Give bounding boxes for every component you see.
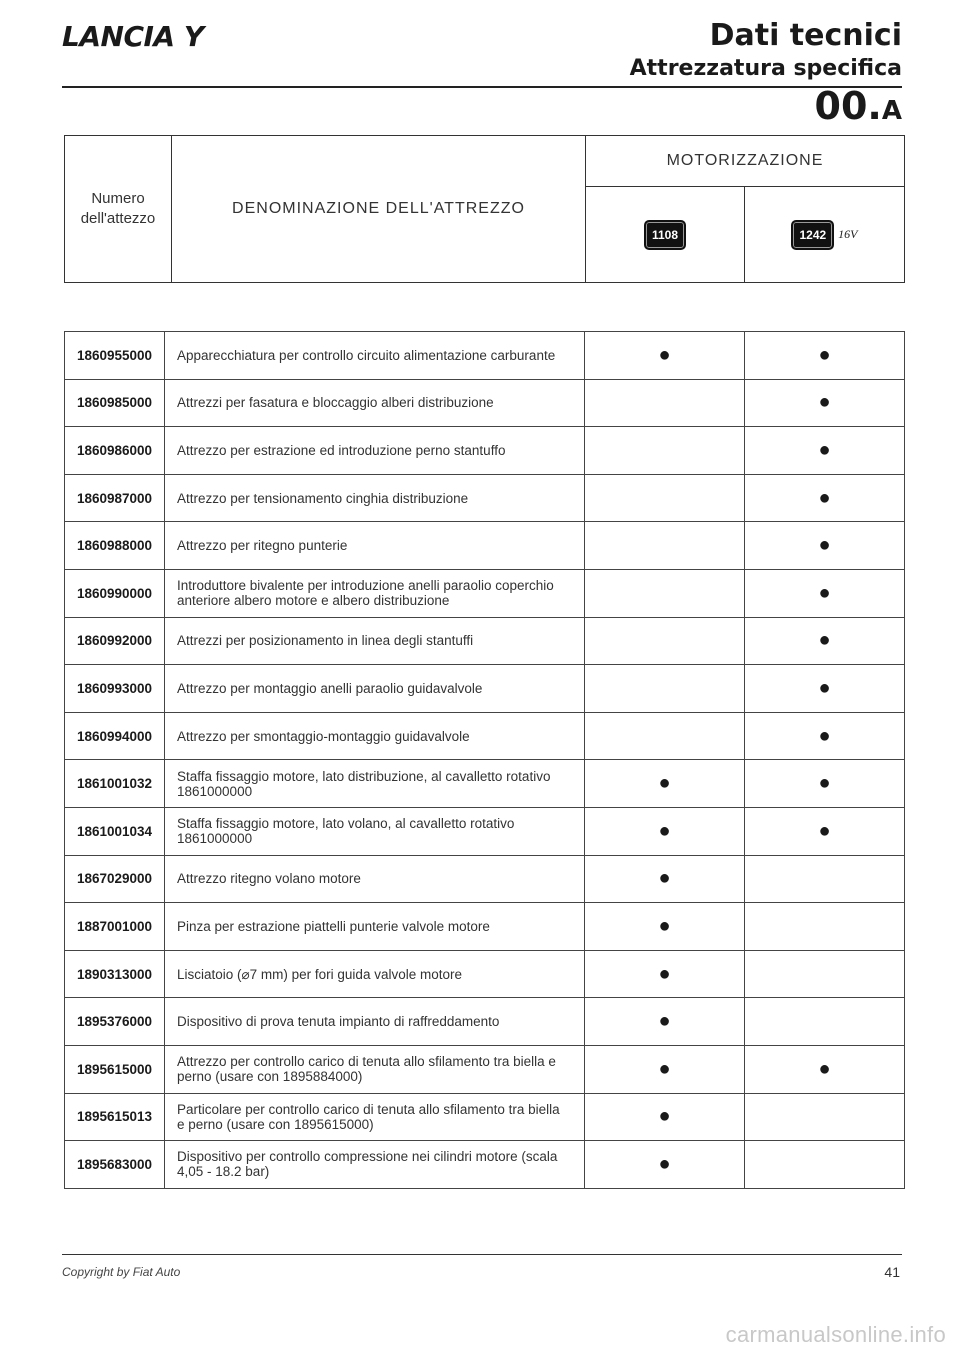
tool-number: 1860993000 (65, 665, 165, 713)
engine-icon-1242 (791, 220, 857, 250)
page-number: 41 (884, 1264, 900, 1280)
cell-1108 (585, 1045, 745, 1093)
cell-1108 (585, 569, 745, 617)
tool-number: 1860985000 (65, 379, 165, 427)
watermark: carmanualsonline.info (725, 1322, 946, 1347)
header-rule (62, 86, 902, 88)
cell-1242 (745, 379, 905, 427)
cell-1242 (745, 474, 905, 522)
bullet-icon: ● (818, 629, 831, 652)
cell-1108 (585, 712, 745, 760)
bullet-icon: ● (658, 1010, 671, 1033)
tool-name: Attrezzi per posizionamento in linea degli stantuffi (165, 617, 585, 665)
engine-code: 1108 (644, 220, 686, 250)
table-row (65, 379, 905, 427)
cell-1242 (745, 712, 905, 760)
tool-number: 1895683000 (65, 1141, 165, 1189)
cell-1108 (585, 665, 745, 713)
cell-1108 (585, 522, 745, 570)
tool-number: 1895615000 (65, 1045, 165, 1093)
copyright: Copyright by Fiat Auto (62, 1265, 181, 1279)
header-denominazione: DENOMINAZIONE DELL'ATTREZZO (172, 136, 586, 283)
table-row (65, 617, 905, 665)
table-row (65, 665, 905, 713)
table-row (65, 474, 905, 522)
bullet-icon: ● (658, 914, 671, 937)
bullet-icon: ● (658, 772, 671, 795)
engine-code: 1242 (791, 220, 834, 250)
cell-1108 (585, 903, 745, 951)
bullet-icon: ● (818, 486, 831, 509)
tool-name: Staffa fissaggio motore, lato distribuzione, al cavalletto rotativo 1861000000 (165, 760, 585, 808)
brand-title: LANCIA Y (62, 20, 204, 53)
table-row (65, 569, 905, 617)
cell-1242 (745, 569, 905, 617)
tool-number: 1861001034 (65, 807, 165, 855)
tool-number: 1895615013 (65, 1093, 165, 1141)
tool-number: 1860986000 (65, 427, 165, 475)
tools-table-body (65, 332, 905, 1189)
bullet-icon: ● (658, 1152, 671, 1175)
tool-name: Dispositivo di prova tenuta impianto di raffreddamento (165, 998, 585, 1046)
bullet-icon: ● (658, 867, 671, 890)
cell-1242 (745, 1093, 905, 1141)
cell-1242 (745, 998, 905, 1046)
tool-number: 1895376000 (65, 998, 165, 1046)
cell-1242 (745, 807, 905, 855)
cell-1108 (585, 807, 745, 855)
cell-1108 (585, 1141, 745, 1189)
cell-1108 (585, 332, 745, 380)
cell-1108 (585, 617, 745, 665)
cell-1242 (745, 427, 905, 475)
page-code (815, 84, 902, 128)
table-row (65, 522, 905, 570)
table-row (65, 950, 905, 998)
tool-name: Apparecchiatura per controllo circuito alimentazione carburante (165, 332, 585, 380)
table-row (65, 1141, 905, 1189)
header-numero-line2: dell'attezzo (80, 210, 156, 227)
page-code-suffix: A (881, 96, 902, 126)
cell-1242 (745, 855, 905, 903)
table-row (65, 760, 905, 808)
cell-1108 (585, 998, 745, 1046)
cell-1108 (585, 855, 745, 903)
bullet-icon: ● (658, 1105, 671, 1128)
cell-1242 (745, 950, 905, 998)
cell-1108 (585, 950, 745, 998)
table-row (65, 712, 905, 760)
header-numero (65, 136, 172, 283)
cell-1108 (585, 760, 745, 808)
table-header (64, 135, 905, 283)
tool-number: 1890313000 (65, 950, 165, 998)
table-row (65, 807, 905, 855)
table-row (65, 903, 905, 951)
footer-rule (62, 1254, 902, 1255)
tool-name: Attrezzo per montaggio anelli paraolio guidavalvole (165, 665, 585, 713)
section-title: Dati tecnici (709, 18, 902, 53)
cell-1242 (745, 760, 905, 808)
bullet-icon: ● (818, 391, 831, 414)
cell-1108 (585, 427, 745, 475)
bullet-icon: ● (818, 819, 831, 842)
cell-1108 (585, 474, 745, 522)
cell-1242 (745, 332, 905, 380)
tool-name: Attrezzo per estrazione ed introduzione perno stantuffo (165, 427, 585, 475)
bullet-icon: ● (818, 343, 831, 366)
bullet-icon: ● (818, 772, 831, 795)
tool-name: Staffa fissaggio motore, lato volano, al cavalletto rotativo 1861000000 (165, 807, 585, 855)
bullet-icon: ● (818, 438, 831, 461)
tool-number: 1887001000 (65, 903, 165, 951)
header-motorizzazione: MOTORIZZAZIONE (586, 136, 905, 187)
bullet-icon: ● (818, 724, 831, 747)
tool-number: 1860992000 (65, 617, 165, 665)
bullet-icon: ● (818, 676, 831, 699)
tool-number: 1860987000 (65, 474, 165, 522)
tool-name: Particolare per controllo carico di tenuta allo sfilamento tra biella e perno (usare con 1895615000) (165, 1093, 585, 1141)
bullet-icon: ● (658, 962, 671, 985)
cell-1242 (745, 1045, 905, 1093)
table-row (65, 1045, 905, 1093)
cell-1108 (585, 1093, 745, 1141)
engine-cell-1242 (745, 187, 905, 283)
tool-name: Attrezzi per fasatura e bloccaggio alberi distribuzione (165, 379, 585, 427)
bullet-icon: ● (658, 343, 671, 366)
tool-number: 1861001032 (65, 760, 165, 808)
cell-1242 (745, 665, 905, 713)
page-code-main: 00. (814, 84, 882, 128)
tool-name: Attrezzo per controllo carico di tenuta allo sfilamento tra biella e perno (usare con 1895884000) (165, 1045, 585, 1093)
tools-table (64, 331, 905, 1189)
tool-name: Attrezzo per tensionamento cinghia distribuzione (165, 474, 585, 522)
table-row (65, 1093, 905, 1141)
table-row (65, 427, 905, 475)
section-subtitle: Attrezzatura specifica (629, 56, 902, 81)
cell-1242 (745, 903, 905, 951)
bullet-icon: ● (658, 1057, 671, 1080)
cell-1242 (745, 522, 905, 570)
tool-number: 1860994000 (65, 712, 165, 760)
cell-1242 (745, 617, 905, 665)
bullet-icon: ● (658, 819, 671, 842)
bullet-icon: ● (818, 581, 831, 604)
tool-name: Lisciatoio (⌀7 mm) per fori guida valvole motore (165, 950, 585, 998)
bullet-icon: ● (818, 534, 831, 557)
cell-1108 (585, 379, 745, 427)
table-row (65, 332, 905, 380)
cell-1242 (745, 1141, 905, 1189)
tool-name: Attrezzo per ritegno punterie (165, 522, 585, 570)
tool-name: Dispositivo per controllo compressione nei cilindri motore (scala 4,05 - 18.2 bar) (165, 1141, 585, 1189)
tool-name: Introduttore bivalente per introduzione anelli paraolio coperchio anteriore albero motore e albero distribuzione (165, 569, 585, 617)
table-row (65, 998, 905, 1046)
engine-suffix: 16V (838, 227, 858, 241)
tool-number: 1860990000 (65, 569, 165, 617)
bullet-icon: ● (818, 1057, 831, 1080)
tool-name: Attrezzo per smontaggio-montaggio guidavalvole (165, 712, 585, 760)
tool-number: 1867029000 (65, 855, 165, 903)
tool-name: Attrezzo ritegno volano motore (165, 855, 585, 903)
engine-cell-1108 (586, 187, 745, 283)
tool-number: 1860988000 (65, 522, 165, 570)
table-row (65, 855, 905, 903)
tool-number: 1860955000 (65, 332, 165, 380)
tool-name: Pinza per estrazione piattelli punterie valvole motore (165, 903, 585, 951)
engine-icon-1108 (644, 220, 686, 250)
header-numero-line1: Numero (91, 190, 145, 207)
